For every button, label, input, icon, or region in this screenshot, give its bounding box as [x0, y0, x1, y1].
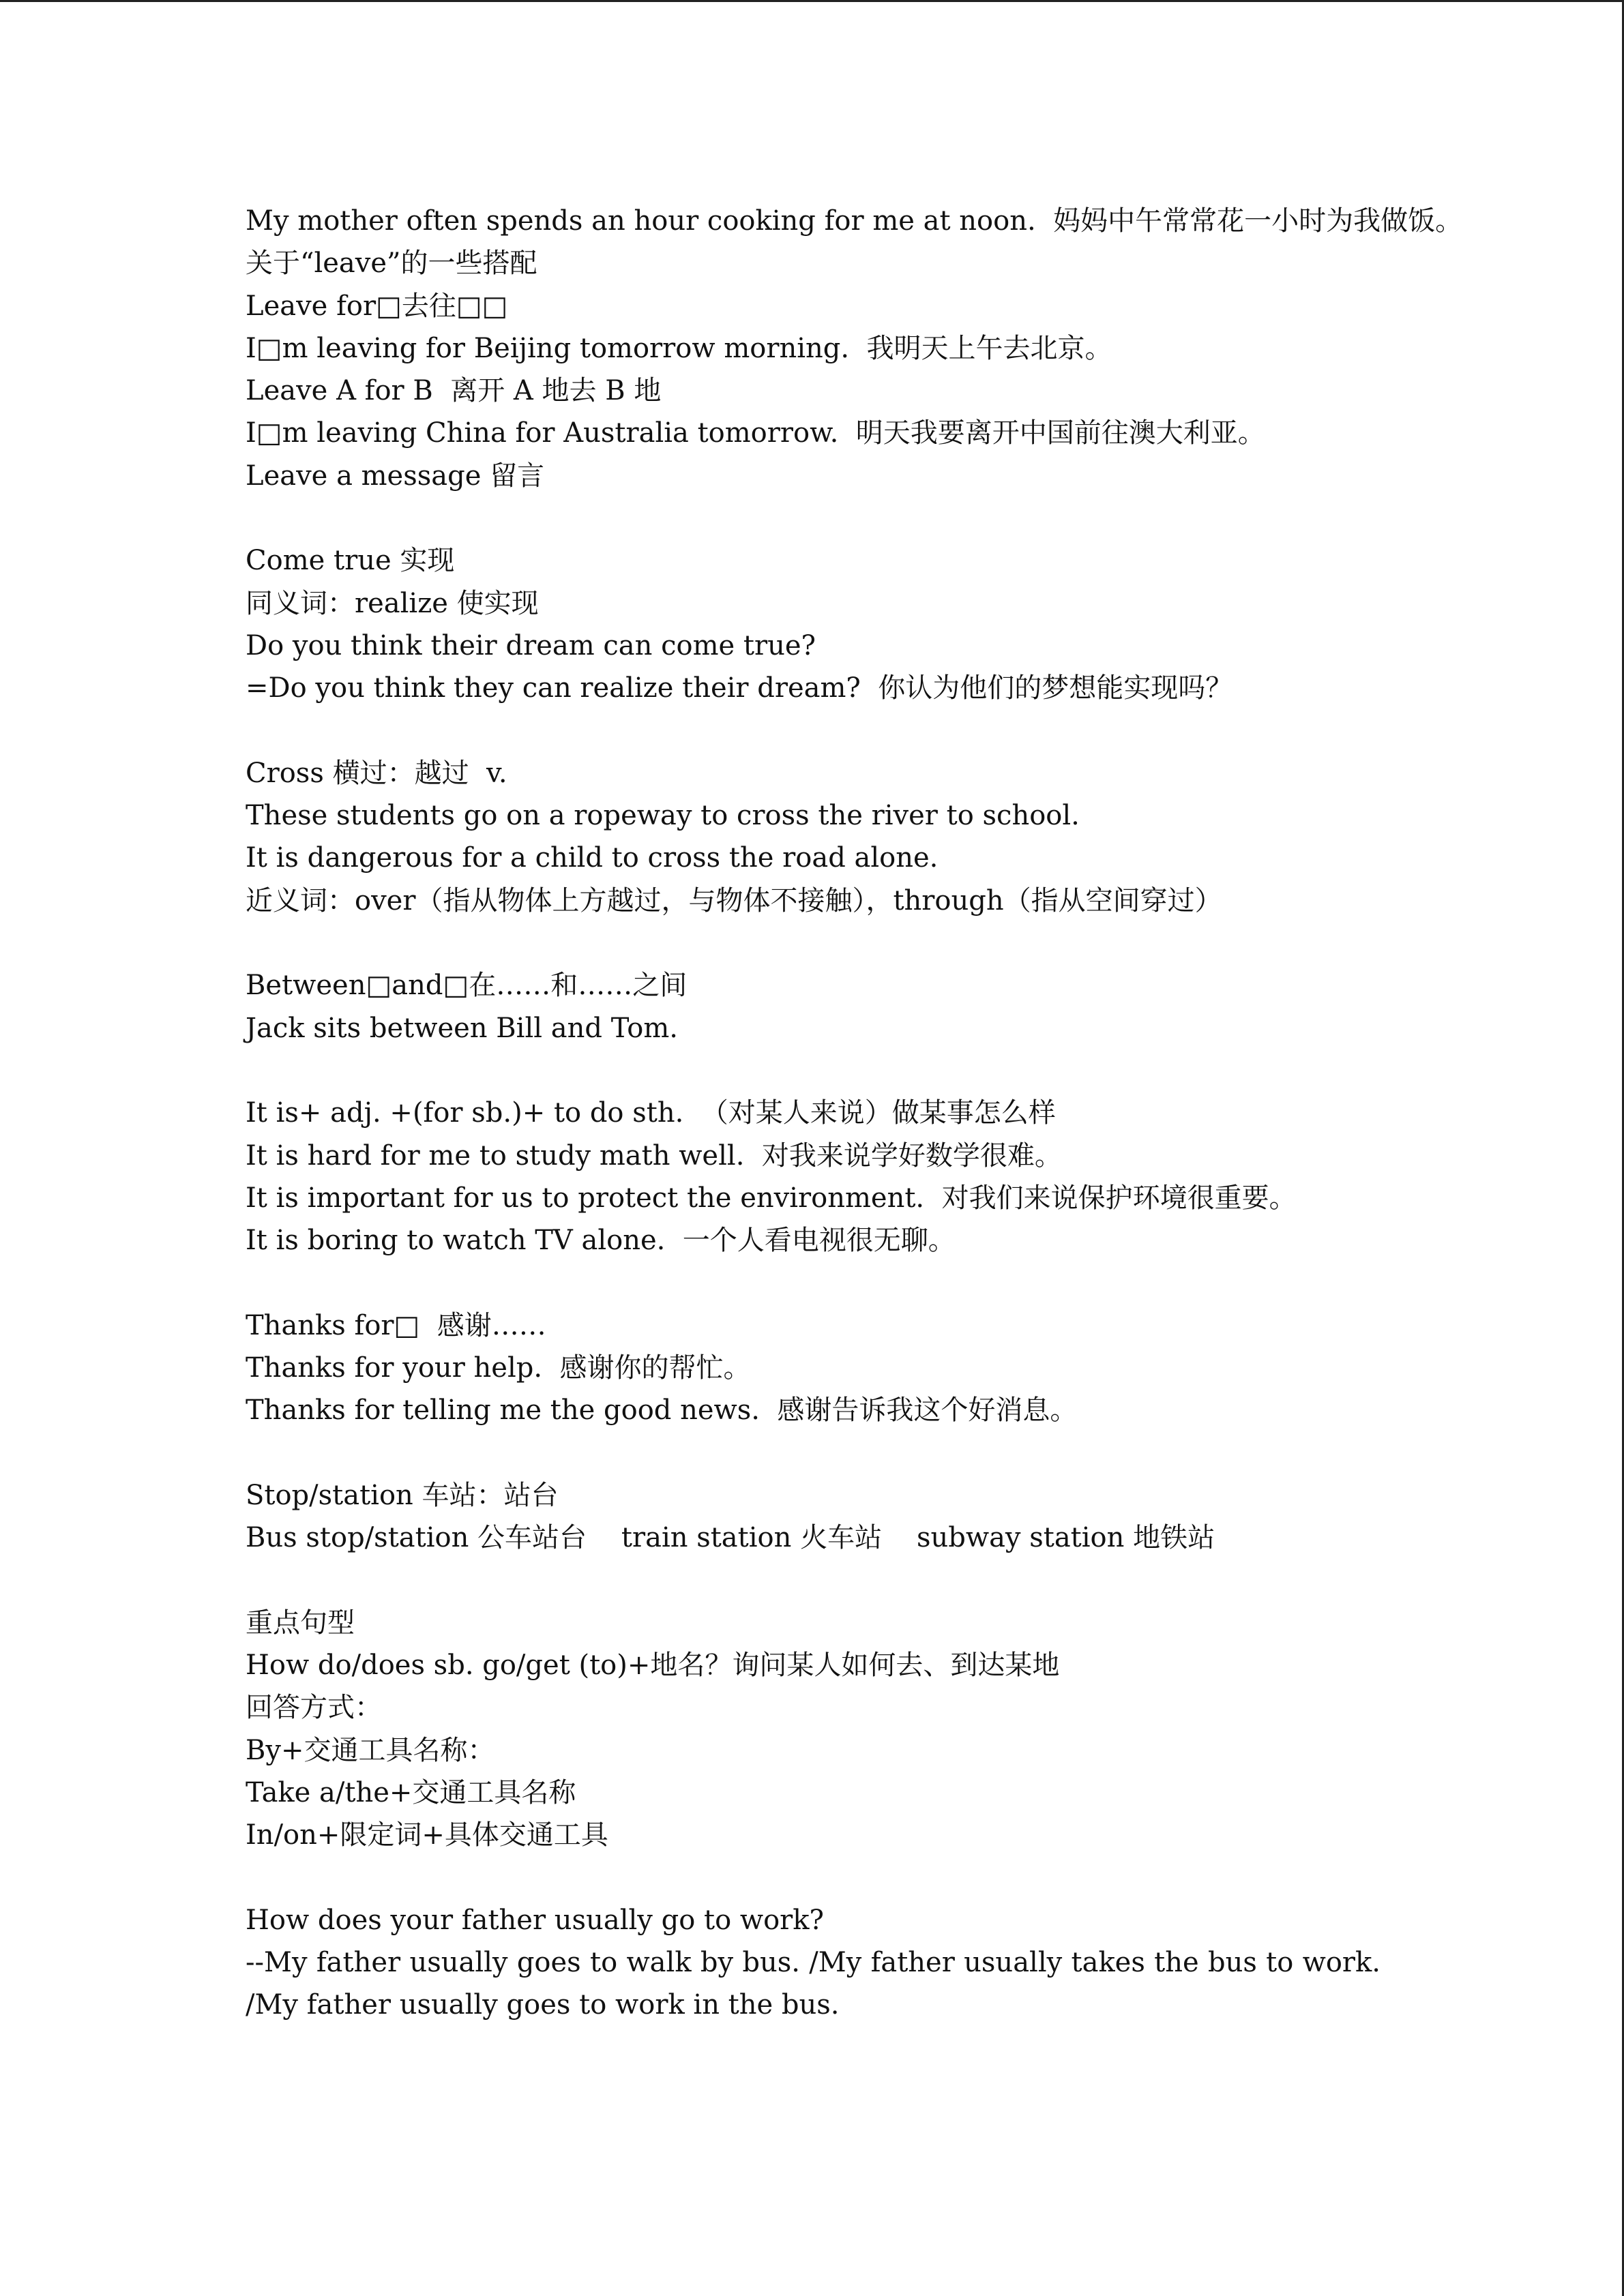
- text-line: Thanks for telling me the good news. 感谢告诉我这个好消息。: [246, 1395, 1078, 1427]
- blank-line: [246, 1432, 1381, 1474]
- section-heading: 重点句型: [246, 1607, 355, 1639]
- text-line: It is hard for me to study math well. 对我来说学好数学很难。: [246, 1139, 1062, 1172]
- text-line: It is boring to watch TV alone. 一个人看电视很无聊。: [246, 1225, 956, 1257]
- text-line: 同义词：realize 使实现: [246, 587, 539, 619]
- text-line: It is important for us to protect the environment. 对我们来说保护环境很重要。: [246, 1182, 1297, 1214]
- text-line: Thanks for your help. 感谢你的帮忙。: [246, 1352, 751, 1384]
- document-body: [246, 200, 1463, 2027]
- text-line: By+交通工具名称：: [246, 1734, 495, 1766]
- text-line: Cross 横过：越过 v.: [246, 757, 507, 789]
- text-line: Take a/the+交通工具名称: [246, 1776, 576, 1808]
- text-line: In/on+限定词+具体交通工具: [246, 1819, 608, 1851]
- text-line: How do/does sb. go/get (to)+地名？询问某人如何去、到达某地: [246, 1650, 1060, 1682]
- text-line: It is dangerous for a child to cross the road alone.: [246, 842, 939, 874]
- text-line: Do you think their dream can come true?: [246, 629, 816, 661]
- text-line: Leave a message 留言: [246, 460, 545, 492]
- text-line: Leave A for B 离开 A 地去 B 地: [246, 375, 662, 407]
- text-line: I□m leaving China for Australia tomorrow. 明天我要离开中国前往澳大利亚。: [246, 417, 1265, 449]
- text-line: I□m leaving for Beijing tomorrow morning. 我明天上午去北京。: [246, 332, 1112, 364]
- text-line: Jack sits between Bill and Tom.: [246, 1012, 679, 1044]
- text-line: Come true 实现: [246, 545, 455, 577]
- blank-line: [246, 1262, 1381, 1304]
- text-line: =Do you think they can realize their dream? 你认为他们的梦想能实现吗？: [246, 672, 1233, 704]
- text-line: It is+ adj. +(for sb.)+ to do sth. （对某人来说）做某事怎么样: [246, 1097, 1056, 1129]
- text-line: How does your father usually go to work?: [246, 1904, 824, 1936]
- text-line: Between□and□在……和……之间: [246, 970, 688, 1002]
- blank-line: [246, 497, 1381, 539]
- text-line: Bus stop/station 公车站台 train station 火车站 subway station 地铁站: [246, 1522, 1215, 1554]
- text-line: 关于“leave”的一些搭配: [246, 248, 537, 280]
- text-line: Leave for□去往□□: [246, 290, 508, 322]
- text-line: Thanks for□ 感谢……: [246, 1309, 546, 1341]
- blank-line: [246, 1857, 1381, 1899]
- text-line: 回答方式：: [246, 1692, 382, 1724]
- blank-line: [246, 922, 1381, 964]
- text-line: 近义词：over（指从物体上方越过，与物体不接触），through（指从空间穿过）: [246, 884, 1222, 916]
- blank-line: [246, 710, 1381, 752]
- answer-paragraph: --My father usually goes to walk by bus. /My father usually takes the bus to work. /My father usually goes to work in the bus.: [246, 1947, 1381, 2021]
- blank-line: [246, 1560, 1381, 1602]
- blank-line: [246, 1049, 1381, 1092]
- text-line: These students go on a ropeway to cross the river to school.: [246, 800, 1080, 832]
- text-line: My mother often spends an hour cooking for me at noon. 妈妈中午常常花一小时为我做饭。: [246, 205, 1463, 237]
- text-line: Stop/station 车站：站台: [246, 1479, 559, 1511]
